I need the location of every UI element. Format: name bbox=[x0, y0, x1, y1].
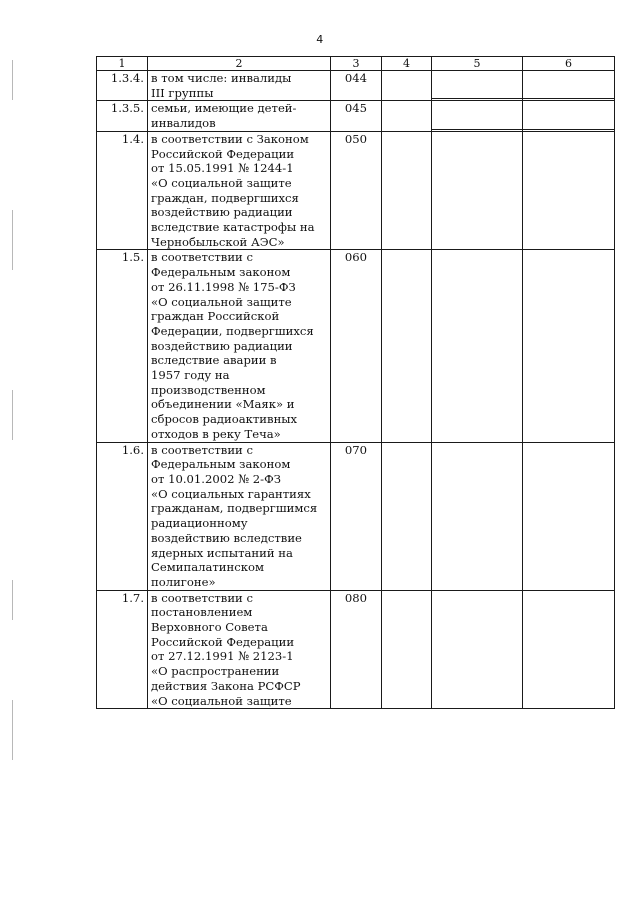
row-code: 044 bbox=[331, 71, 382, 101]
description-line: постановлением bbox=[151, 605, 253, 620]
description-line: «О социальной защите bbox=[151, 175, 292, 190]
description-line: производственном bbox=[151, 382, 266, 397]
description-line: гражданам, подвергшимся bbox=[151, 501, 318, 516]
description-line: в соответствии с bbox=[151, 590, 253, 605]
value-cell-col-6 bbox=[523, 131, 615, 250]
row-number: 1.6. bbox=[97, 442, 148, 590]
description-line: Федеральным законом bbox=[151, 457, 291, 472]
report-table bbox=[96, 56, 615, 709]
description-line: Чернобыльской АЭС» bbox=[151, 234, 285, 249]
description-line: «О распространении bbox=[151, 664, 280, 679]
value-cell-col-5 bbox=[432, 131, 523, 250]
description-line: Российской Федерации bbox=[151, 146, 295, 161]
row-number: 1.3.4. bbox=[97, 71, 148, 101]
row-number: 1.7. bbox=[97, 590, 148, 709]
description-line: от 10.01.2002 № 2-ФЗ bbox=[151, 471, 281, 486]
description-line: «О социальной защите bbox=[151, 294, 292, 309]
description-line: отходов в реку Теча» bbox=[151, 426, 281, 441]
description-line: радиационному bbox=[151, 516, 248, 531]
description-line: от 27.12.1991 № 2123-1 bbox=[151, 649, 294, 664]
value-cell-col-5 bbox=[432, 71, 523, 101]
description-line: сбросов радиоактивных bbox=[151, 412, 298, 427]
description-line: воздействию вследствие bbox=[151, 530, 302, 545]
page-number: 4 bbox=[316, 33, 324, 46]
description-line: воздействию радиации bbox=[151, 338, 293, 353]
description-line: в том числе: инвалиды bbox=[151, 71, 292, 85]
value-cell-col-4 bbox=[382, 250, 432, 442]
header-row bbox=[97, 57, 615, 71]
value-cell-col-4 bbox=[382, 442, 432, 590]
description-line: действия Закона РСФСР bbox=[151, 678, 301, 693]
margin-scan-marks bbox=[12, 60, 14, 760]
description-line: в соответствии с Законом bbox=[151, 131, 309, 146]
value-cell-col-5 bbox=[432, 442, 523, 590]
table-row bbox=[97, 131, 615, 250]
value-cell-col-5 bbox=[432, 250, 523, 442]
value-cell-col-4 bbox=[382, 101, 432, 131]
description-line: вследствие катастрофы на bbox=[151, 220, 315, 235]
row-number: 1.3.5. bbox=[97, 101, 148, 131]
table-row bbox=[97, 442, 615, 590]
header-col-3: 3 bbox=[331, 57, 382, 71]
header-col-4: 4 bbox=[382, 57, 432, 71]
row-description bbox=[148, 442, 331, 590]
table-row bbox=[97, 590, 615, 709]
row-code: 045 bbox=[331, 101, 382, 131]
value-cell-col-6 bbox=[523, 442, 615, 590]
value-cell-col-5 bbox=[432, 590, 523, 709]
description-line: инвалидов bbox=[151, 116, 216, 131]
row-description bbox=[148, 250, 331, 442]
value-cell-col-6 bbox=[523, 101, 615, 131]
row-code: 050 bbox=[331, 131, 382, 250]
row-number: 1.5. bbox=[97, 250, 148, 442]
row-code: 070 bbox=[331, 442, 382, 590]
description-line: от 26.11.1998 № 175-ФЗ bbox=[151, 279, 296, 294]
value-cell-col-4 bbox=[382, 131, 432, 250]
header-col-6: 6 bbox=[523, 57, 615, 71]
description-line: от 15.05.1991 № 1244-1 bbox=[151, 161, 294, 176]
description-line: граждан, подвергшихся bbox=[151, 190, 299, 205]
header-col-5: 5 bbox=[432, 57, 523, 71]
row-code: 080 bbox=[331, 590, 382, 709]
header-col-2: 2 bbox=[148, 57, 331, 71]
value-cell-col-4 bbox=[382, 71, 432, 101]
header-col-1: 1 bbox=[97, 57, 148, 71]
description-line: в соответствии с bbox=[151, 442, 253, 457]
value-cell-col-6 bbox=[523, 590, 615, 709]
value-cell-col-6 bbox=[523, 71, 615, 101]
description-line: ядерных испытаний на bbox=[151, 545, 293, 560]
description-line: Федеральным законом bbox=[151, 265, 291, 280]
value-cell-col-6 bbox=[523, 250, 615, 442]
value-cell-col-5 bbox=[432, 101, 523, 131]
table-row bbox=[97, 101, 615, 131]
description-line: «О социальных гарантиях bbox=[151, 486, 311, 501]
description-line: в соответствии с bbox=[151, 250, 253, 265]
table-row bbox=[97, 250, 615, 442]
description-line: «О социальной защите bbox=[151, 693, 292, 708]
description-line: Федерации, подвергшихся bbox=[151, 323, 314, 338]
row-code: 060 bbox=[331, 250, 382, 442]
value-cell-col-4 bbox=[382, 590, 432, 709]
description-line: Российской Федерации bbox=[151, 634, 295, 649]
description-line: воздействию радиации bbox=[151, 205, 293, 220]
table-row bbox=[97, 71, 615, 101]
description-line: 1957 году на bbox=[151, 368, 230, 383]
description-line: Верховного Совета bbox=[151, 620, 268, 635]
description-line: граждан Российской bbox=[151, 309, 280, 324]
description-line: Семипалатинском bbox=[151, 560, 264, 575]
row-description bbox=[148, 101, 331, 131]
description-line: объединении «Маяк» и bbox=[151, 397, 295, 412]
description-line: вследствие аварии в bbox=[151, 353, 277, 368]
row-description bbox=[148, 71, 331, 101]
description-line: III группы bbox=[151, 85, 214, 100]
row-number: 1.4. bbox=[97, 131, 148, 250]
description-line: семьи, имеющие детей- bbox=[151, 101, 297, 116]
description-line: полигоне» bbox=[151, 574, 216, 589]
row-description bbox=[148, 131, 331, 250]
row-description bbox=[148, 590, 331, 709]
